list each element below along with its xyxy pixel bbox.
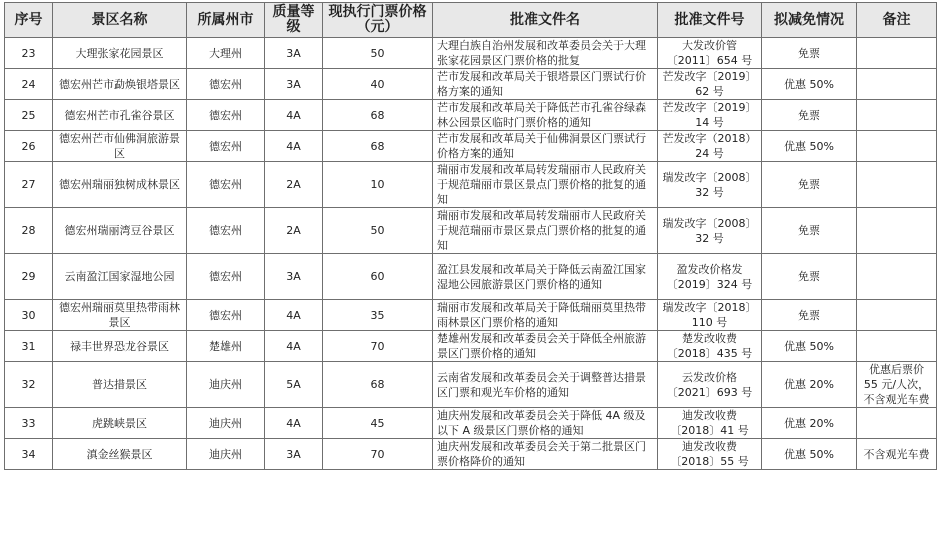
cell-doc: 芒市发展和改革局关于仙佛洞景区门票试行价格方案的通知 [433, 131, 658, 162]
cell-note [857, 300, 937, 331]
price-table [4, 2, 937, 470]
cell-grade: 4A [265, 331, 323, 362]
cell-name: 德宏州芒市仙佛洞旅游景区 [53, 131, 187, 162]
cell-name: 德宏州瑞丽湾豆谷景区 [53, 208, 187, 254]
cell-doc: 云南省发展和改革委员会关于调整普达措景区门票和观光车价格的通知 [433, 362, 658, 408]
cell-no: 27 [5, 162, 53, 208]
cell-price: 50 [323, 38, 433, 69]
cell-doc: 大理白族自治州发展和改革委员会关于大理张家花园景区门票价格的批复 [433, 38, 658, 69]
cell-grade: 3A [265, 38, 323, 69]
cell-name: 禄丰世界恐龙谷景区 [53, 331, 187, 362]
cell-doc: 芒市发展和改革局关于降低芒市孔雀谷绿森林公园景区临时门票价格的通知 [433, 100, 658, 131]
cell-note: 优惠后票价 55 元/人次，不含观光车费 [857, 362, 937, 408]
cell-note [857, 208, 937, 254]
cell-doc: 瑞丽市发展和改革局转发瑞丽市人民政府关于规范瑞丽市景区景点门票价格的批复的通知 [433, 208, 658, 254]
cell-reduce: 优惠 50% [762, 131, 857, 162]
cell-reduce: 免票 [762, 162, 857, 208]
cell-grade: 4A [265, 300, 323, 331]
cell-price: 68 [323, 100, 433, 131]
cell-price: 68 [323, 362, 433, 408]
cell-name: 德宏州芒市勐焕银塔景区 [53, 69, 187, 100]
cell-name: 云南盈江国家湿地公园 [53, 254, 187, 300]
cell-city: 迪庆州 [187, 362, 265, 408]
cell-reduce: 免票 [762, 300, 857, 331]
cell-city: 德宏州 [187, 208, 265, 254]
col-header-no: 序号 [5, 3, 53, 38]
cell-city: 德宏州 [187, 300, 265, 331]
cell-docno: 芒发改字（2018）24 号 [658, 131, 762, 162]
cell-docno: 芒发改字〔2019〕62 号 [658, 69, 762, 100]
table-row [5, 331, 937, 362]
cell-reduce: 优惠 20% [762, 362, 857, 408]
cell-grade: 3A [265, 439, 323, 470]
cell-no: 24 [5, 69, 53, 100]
cell-no: 33 [5, 408, 53, 439]
cell-city: 德宏州 [187, 162, 265, 208]
cell-price: 50 [323, 208, 433, 254]
cell-note [857, 162, 937, 208]
table-row [5, 439, 937, 470]
table-row [5, 131, 937, 162]
cell-note [857, 100, 937, 131]
cell-name: 普达措景区 [53, 362, 187, 408]
cell-docno: 大发改价管〔2011〕654 号 [658, 38, 762, 69]
cell-note [857, 408, 937, 439]
col-header-name: 景区名称 [53, 3, 187, 38]
cell-docno: 盈发改价格发〔2019〕324 号 [658, 254, 762, 300]
cell-note: 不含观光车费 [857, 439, 937, 470]
cell-doc: 盈江县发展和改革局关于降低云南盈江国家湿地公园旅游景区门票价格的通知 [433, 254, 658, 300]
cell-reduce: 优惠 50% [762, 69, 857, 100]
cell-note [857, 69, 937, 100]
cell-name: 大理张家花园景区 [53, 38, 187, 69]
cell-no: 31 [5, 331, 53, 362]
cell-city: 楚雄州 [187, 331, 265, 362]
cell-name: 德宏州芒市孔雀谷景区 [53, 100, 187, 131]
cell-reduce: 免票 [762, 38, 857, 69]
cell-price: 10 [323, 162, 433, 208]
col-header-docno: 批准文件号 [658, 3, 762, 38]
col-header-city: 所属州市 [187, 3, 265, 38]
cell-city: 德宏州 [187, 254, 265, 300]
cell-city: 迪庆州 [187, 439, 265, 470]
cell-reduce: 优惠 50% [762, 439, 857, 470]
cell-price: 45 [323, 408, 433, 439]
cell-doc: 瑞丽市发展和改革局转发瑞丽市人民政府关于规范瑞丽市景区景点门票价格的批复的通知 [433, 162, 658, 208]
cell-name: 虎跳峡景区 [53, 408, 187, 439]
cell-note [857, 131, 937, 162]
cell-doc: 楚雄州发展和改革委员会关于降低全州旅游景区门票价格的通知 [433, 331, 658, 362]
cell-name: 德宏州瑞丽独树成林景区 [53, 162, 187, 208]
col-header-reduce: 拟减免情况 [762, 3, 857, 38]
cell-city: 迪庆州 [187, 408, 265, 439]
cell-reduce: 免票 [762, 100, 857, 131]
cell-reduce: 优惠 20% [762, 408, 857, 439]
cell-grade: 4A [265, 100, 323, 131]
cell-no: 28 [5, 208, 53, 254]
table-row [5, 38, 937, 69]
cell-docno: 楚发改收费〔2018〕435 号 [658, 331, 762, 362]
cell-docno: 瑞发改字〔2018〕110 号 [658, 300, 762, 331]
cell-no: 30 [5, 300, 53, 331]
cell-price: 70 [323, 331, 433, 362]
cell-city: 大理州 [187, 38, 265, 69]
cell-reduce: 免票 [762, 254, 857, 300]
cell-grade: 4A [265, 408, 323, 439]
cell-city: 德宏州 [187, 69, 265, 100]
cell-grade: 4A [265, 131, 323, 162]
cell-docno: 瑞发改字〔2008〕32 号 [658, 208, 762, 254]
cell-docno: 芒发改字〔2019〕14 号 [658, 100, 762, 131]
table-row [5, 69, 937, 100]
cell-city: 德宏州 [187, 131, 265, 162]
cell-docno: 云发改价格〔2021〕693 号 [658, 362, 762, 408]
table-row [5, 300, 937, 331]
cell-no: 29 [5, 254, 53, 300]
cell-no: 34 [5, 439, 53, 470]
cell-grade: 3A [265, 254, 323, 300]
table-row [5, 100, 937, 131]
col-header-doc: 批准文件名 [433, 3, 658, 38]
cell-price: 68 [323, 131, 433, 162]
col-header-grade: 质量等级 [265, 3, 323, 38]
cell-doc: 瑞丽市发展和改革局关于降低瑞丽莫里热带雨林景区门票价格的通知 [433, 300, 658, 331]
cell-doc: 迪庆州发展和改革委员会关于降低 4A 级及以下 A 级景区门票价格的通知 [433, 408, 658, 439]
cell-doc: 迪庆州发展和改革委员会关于第二批景区门票价格降价的通知 [433, 439, 658, 470]
cell-price: 70 [323, 439, 433, 470]
cell-grade: 2A [265, 162, 323, 208]
cell-name: 滇金丝猴景区 [53, 439, 187, 470]
cell-name: 德宏州瑞丽莫里热带雨林景区 [53, 300, 187, 331]
cell-note [857, 254, 937, 300]
cell-grade: 2A [265, 208, 323, 254]
cell-grade: 5A [265, 362, 323, 408]
col-header-price: 现执行门票价格（元） [323, 3, 433, 38]
cell-price: 35 [323, 300, 433, 331]
cell-price: 60 [323, 254, 433, 300]
cell-price: 40 [323, 69, 433, 100]
cell-note [857, 38, 937, 69]
cell-doc: 芒市发展和改革局关于银塔景区门票试行价格方案的通知 [433, 69, 658, 100]
table-row [5, 162, 937, 208]
header-row [5, 3, 937, 38]
cell-no: 26 [5, 131, 53, 162]
cell-city: 德宏州 [187, 100, 265, 131]
col-header-note: 备注 [857, 3, 937, 38]
cell-docno: 迪发改收费〔2018〕55 号 [658, 439, 762, 470]
table-row [5, 408, 937, 439]
cell-note [857, 331, 937, 362]
cell-grade: 3A [265, 69, 323, 100]
cell-no: 25 [5, 100, 53, 131]
table-row [5, 208, 937, 254]
cell-reduce: 免票 [762, 208, 857, 254]
cell-reduce: 优惠 50% [762, 331, 857, 362]
cell-no: 32 [5, 362, 53, 408]
cell-docno: 迪发改收费〔2018〕41 号 [658, 408, 762, 439]
cell-no: 23 [5, 38, 53, 69]
table-row [5, 254, 937, 300]
table-row [5, 362, 937, 408]
cell-docno: 瑞发改字〔2008〕32 号 [658, 162, 762, 208]
